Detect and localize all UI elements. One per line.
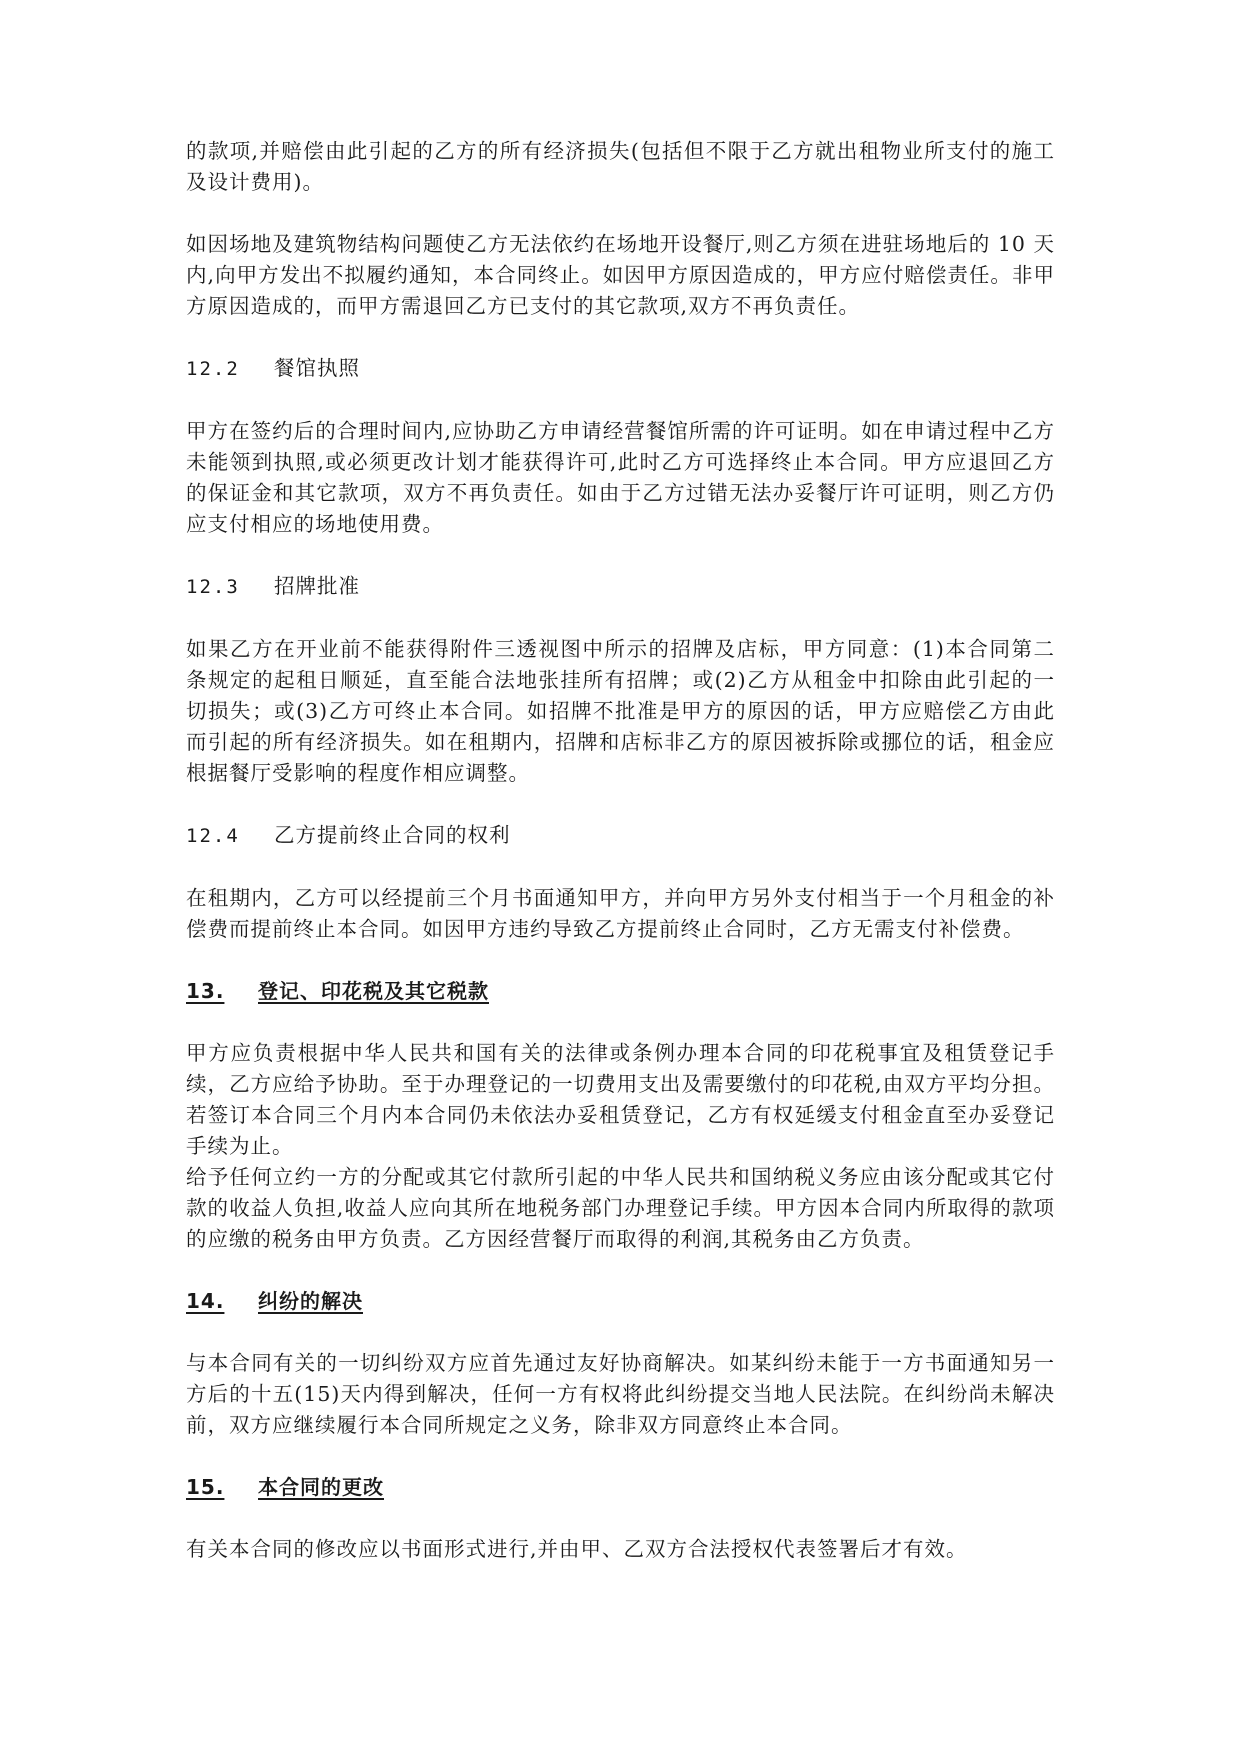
section-14-body: 与本合同有关的一切纠纷双方应首先通过友好协商解决。如某纠纷未能于一方书面通知另一方后的十五(15)天内得到解决，任何一方有权将此纠纷提交当地人民法院。在纠纷尚未解决前，双方应继续履行本合同所规定之义务，除非双方同意终止本合同。 xyxy=(186,1351,1055,1437)
paragraph-intro-2: 如因场地及建筑物结构问题使乙方无法依约在场地开设餐厅,则乙方须在进驻场地后的 10 天内,向甲方发出不拟履约通知，本合同终止。如因甲方原因造成的，甲方应付赔偿责任。非甲方原因造成的，而甲方需退回乙方已支付的其它款项,双方不再负责任。 xyxy=(186,232,1055,318)
section-title: 本合同的更改 xyxy=(258,1475,384,1499)
section-title: 纠纷的解决 xyxy=(258,1289,363,1313)
section-13-body-2: 给予任何立约一方的分配或其它付款所引起的中华人民共和国纳税义务应由该分配或其它付款的收益人负担,收益人应向其所在地税务部门办理登记手续。甲方因本合同内所取得的款项的应缴的税务由甲方负责。乙方因经营餐厅而取得的利润,其税务由乙方负责。 xyxy=(186,1165,1055,1251)
section-12-2-heading xyxy=(186,353,1055,385)
section-number: 12.3 xyxy=(186,576,240,598)
section-15-body: 有关本合同的修改应以书面形式进行,并由甲、乙双方合法授权代表签署后才有效。 xyxy=(186,1537,968,1561)
section-12-2-body: 甲方在签约后的合理时间内,应协助乙方申请经营餐馆所需的许可证明。如在申请过程中乙方未能领到执照,或必须更改计划才能获得许可,此时乙方可选择终止本合同。甲方应退回乙方的保证金和其它款项，双方不再负责任。如由于乙方过错无法办妥餐厅许可证明，则乙方仍应支付相应的场地使用费。 xyxy=(186,419,1055,536)
section-title: 招牌批准 xyxy=(274,574,360,598)
section-title: 乙方提前终止合同的权利 xyxy=(274,823,511,847)
section-12-4-body: 在租期内，乙方可以经提前三个月书面通知甲方，并向甲方另外支付相当于一个月租金的补偿费而提前终止本合同。如因甲方违约导致乙方提前终止合同时，乙方无需支付补偿费。 xyxy=(186,886,1055,941)
section-title: 餐馆执照 xyxy=(274,356,360,380)
paragraph-intro-1: 的款项,并赔偿由此引起的乙方的所有经济损失(包括但不限于乙方就出租物业所支付的施工及设计费用)。 xyxy=(186,139,1055,194)
section-number: 15. xyxy=(186,1475,225,1499)
section-number: 13. xyxy=(186,979,225,1003)
section-12-4-heading xyxy=(186,820,1055,852)
section-13-heading-wrap xyxy=(186,976,1055,1007)
section-12-3-heading xyxy=(186,571,1055,603)
section-15-heading xyxy=(186,1472,384,1503)
section-title: 登记、印花税及其它税款 xyxy=(258,979,489,1003)
section-12-3-body: 如果乙方在开业前不能获得附件三透视图中所示的招牌及店标，甲方同意：(1)本合同第二条规定的起租日顺延，直至能合法地张挂所有招牌；或(2)乙方从租金中扣除由此引起的一切损失；或(3)乙方可终止本合同。如招牌不批准是甲方的原因的话，甲方应赔偿乙方由此而引起的所有经济损失。如在租期内，招牌和店标非乙方的原因被拆除或挪位的话，租金应根据餐厅受影响的程度作相应调整。 xyxy=(186,637,1055,785)
document-page xyxy=(186,136,1055,1596)
section-13-heading xyxy=(186,976,489,1007)
section-15-heading-wrap xyxy=(186,1472,1055,1503)
section-14-heading-wrap xyxy=(186,1286,1055,1317)
section-13-body-1: 甲方应负责根据中华人民共和国有关的法律或条例办理本合同的印花税事宜及租赁登记手续，乙方应给予协助。至于办理登记的一切费用支出及需要缴付的印花税,由双方平均分担。若签订本合同三个月内本合同仍未依法办妥租赁登记，乙方有权延缓支付租金直至办妥登记手续为止。 xyxy=(186,1041,1055,1158)
section-number: 12.4 xyxy=(186,825,240,847)
section-14-heading xyxy=(186,1286,363,1317)
section-number: 12.2 xyxy=(186,358,240,380)
section-number: 14. xyxy=(186,1289,225,1313)
